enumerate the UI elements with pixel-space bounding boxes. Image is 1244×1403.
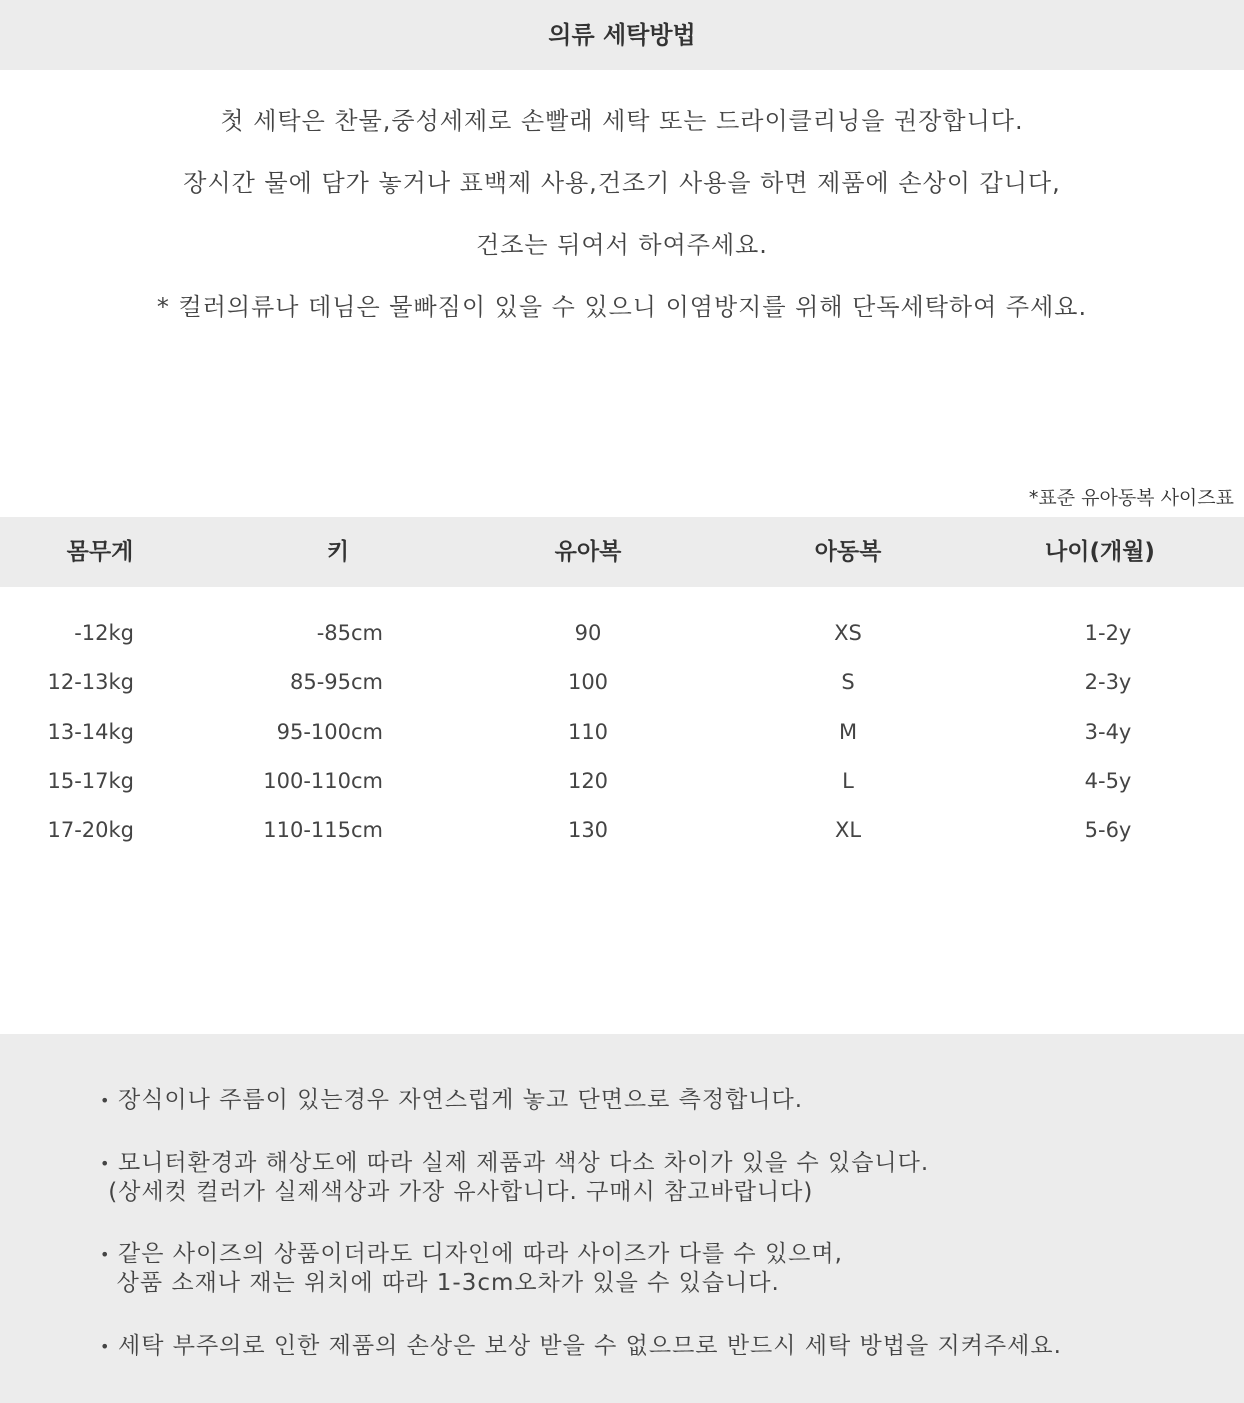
table-cell-weight: 17-20kg bbox=[47, 818, 134, 842]
bullet-icon: • bbox=[100, 1245, 111, 1264]
table-cell-height: 110-115cm bbox=[263, 818, 383, 842]
header-age: 나이(개월) bbox=[1045, 539, 1155, 565]
table-cell-age: 3-4y bbox=[1084, 720, 1132, 744]
table-cell-infant-size: 120 bbox=[567, 769, 609, 793]
table-cell-age: 1-2y bbox=[1084, 621, 1132, 645]
table-cell-kids-size: M bbox=[838, 720, 858, 744]
table-cell-height: 85-95cm bbox=[289, 670, 383, 694]
wash-instruction-line: * 컬러의류나 데님은 물빠짐이 있을 수 있으니 이염방지를 위해 단독세탁하여 주세요. bbox=[156, 293, 1088, 321]
bullet-icon: • bbox=[100, 1154, 111, 1173]
wash-instruction-line: 첫 세탁은 찬물,중성세제로 손빨래 세탁 또는 드라이클리닝을 권장합니다. bbox=[220, 107, 1024, 135]
table-cell-kids-size: S bbox=[841, 670, 855, 694]
note-text: 같은 사이즈의 상품이더라도 디자인에 따라 사이즈가 다를 수 있으며, bbox=[118, 1241, 843, 1267]
table-cell-infant-size: 110 bbox=[567, 720, 609, 744]
note-item bbox=[100, 1240, 843, 1298]
table-cell-infant-size: 90 bbox=[574, 621, 602, 645]
note-text: 장식이나 주름이 있는경우 자연스럽게 놓고 단면으로 측정합니다. bbox=[118, 1087, 804, 1113]
table-cell-height: 100-110cm bbox=[263, 769, 383, 793]
note-item bbox=[100, 1332, 1062, 1361]
table-cell-weight: 15-17kg bbox=[47, 769, 134, 793]
table-cell-age: 2-3y bbox=[1084, 670, 1132, 694]
table-cell-age: 4-5y bbox=[1084, 769, 1132, 793]
table-cell-kids-size: XL bbox=[834, 818, 862, 842]
table-cell-infant-size: 130 bbox=[567, 818, 609, 842]
note-text: 세탁 부주의로 인한 제품의 손상은 보상 받을 수 없으므로 반드시 세탁 방법을 지켜주세요. bbox=[118, 1333, 1062, 1359]
wash-title: 의류 세탁방법 bbox=[548, 21, 696, 49]
header-weight: 몸무게 bbox=[66, 539, 134, 565]
table-cell-weight: -12kg bbox=[74, 621, 134, 645]
wash-instruction-line: 건조는 뒤여서 하여주세요. bbox=[476, 231, 768, 259]
size-table-caption: *표준 유아동복 사이즈표 bbox=[1028, 487, 1234, 509]
table-cell-kids-size: L bbox=[842, 769, 854, 793]
table-cell-height: 95-100cm bbox=[276, 720, 383, 744]
note-text: 모니터환경과 해상도에 따라 실제 제품과 색상 다소 차이가 있을 수 있습니다. bbox=[118, 1150, 930, 1176]
header-infant-size: 유아복 bbox=[554, 539, 622, 565]
header-kids-size: 아동복 bbox=[814, 539, 882, 565]
table-cell-weight: 12-13kg bbox=[47, 670, 134, 694]
wash-instruction-line: 장시간 물에 담가 놓거나 표백제 사용,건조기 사용을 하면 제품에 손상이 갑니다, bbox=[183, 169, 1061, 197]
header-height: 키 bbox=[326, 539, 350, 565]
note-subtext: 상품 소재나 재는 위치에 따라 1-3cm오차가 있을 수 있습니다. bbox=[100, 1270, 780, 1296]
bullet-icon: • bbox=[100, 1091, 111, 1110]
table-cell-height: -85cm bbox=[316, 621, 383, 645]
note-subtext: (상세컷 컬러가 실제색상과 가장 유사합니다. 구매시 참고바랍니다) bbox=[100, 1179, 814, 1205]
note-item bbox=[100, 1086, 803, 1115]
table-cell-age: 5-6y bbox=[1084, 818, 1132, 842]
table-cell-infant-size: 100 bbox=[567, 670, 609, 694]
table-cell-kids-size: XS bbox=[834, 621, 862, 645]
table-cell-weight: 13-14kg bbox=[47, 720, 134, 744]
bullet-icon: • bbox=[100, 1337, 111, 1356]
note-item bbox=[100, 1149, 929, 1207]
